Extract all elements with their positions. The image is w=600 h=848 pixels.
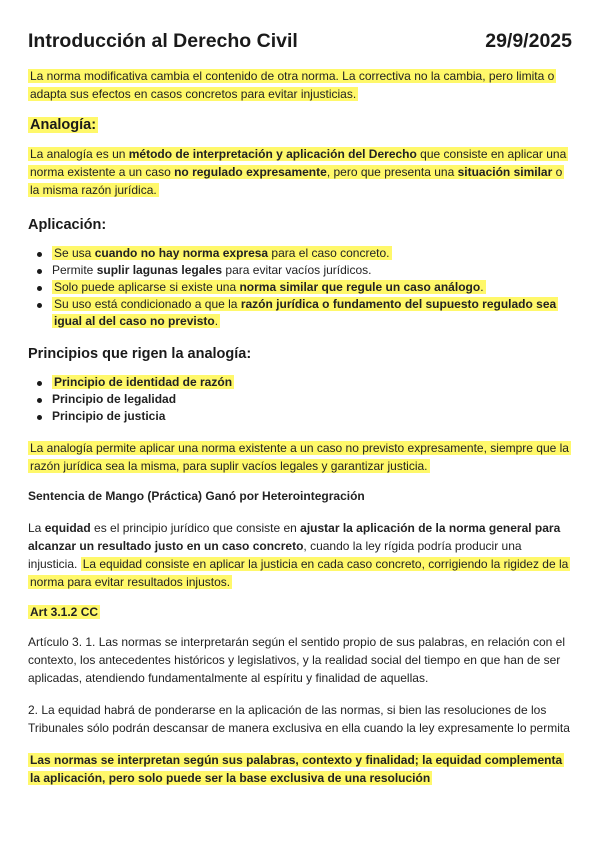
list-item: Principio de identidad de razón bbox=[52, 374, 572, 391]
list-item: Solo puede aplicarse si existe una norma similar que regule un caso análogo. bbox=[52, 279, 572, 296]
intro-paragraph bbox=[28, 67, 572, 103]
list-item: Permite suplir lagunas legales para evitar vacíos jurídicos. bbox=[52, 262, 572, 279]
analogia-heading: Analogía: bbox=[30, 117, 97, 133]
sentencia-title: Sentencia de Mango (Práctica) Ganó por Heterointegración bbox=[28, 489, 365, 503]
principios-list bbox=[28, 374, 572, 425]
articulo-paragraph-1: Artículo 3. 1. Las normas se interpretarán según el sentido propio de sus palabras, en relación con el contexto, los antecedentes históricos y legislativos, y la realidad social del tiempo en que han de ser aplicadas, atendiendo fundamentalmente al espíritu y finalidad de aquellas. bbox=[28, 635, 565, 685]
list-item: Principio de justicia bbox=[52, 408, 572, 425]
analogia-paragraph: La analogía es un método de interpretación y aplicación del Derecho que consiste en aplicar una norma existente a un caso no regulado expresamente, pero que presenta una situación similar o la misma razón jurídica. bbox=[30, 147, 567, 197]
list-item: Se usa cuando no hay norma expresa para el caso concreto. bbox=[52, 245, 572, 262]
art-heading: Art 3.1.2 CC bbox=[30, 605, 99, 619]
articulo-paragraph-2: 2. La equidad habrá de ponderarse en la aplicación de las normas, si bien las resoluciones de los Tribunales sólo podrán descansar de manera exclusiva en ella cuando la ley expresamente lo permita bbox=[28, 703, 570, 735]
list-item: Principio de legalidad bbox=[52, 391, 572, 408]
conclusion-paragraph: Las normas se interpretan según sus palabras, contexto y finalidad; la equidad complementa la aplicación, pero solo puede ser la base exclusiva de una resolución bbox=[30, 753, 563, 785]
intro-text: La norma modificativa cambia el contenido de otra norma. La correctiva no la cambia, pero limita o adapta sus efectos en casos concretos para evitar injusticias. bbox=[30, 69, 555, 101]
resumen-paragraph: La analogía permite aplicar una norma existente a un caso no previsto expresamente, siempre que la razón jurídica sea la misma, para suplir vacíos legales y garantizar justicia. bbox=[30, 441, 569, 473]
document-header bbox=[28, 30, 572, 53]
document-title: Introducción al Derecho Civil bbox=[28, 30, 298, 52]
document-date: 29/9/2025 bbox=[485, 30, 572, 52]
equidad-paragraph: La equidad es el principio jurídico que consiste en ajustar la aplicación de la norma general para alcanzar un resultado justo en un caso concreto, cuando la ley rígida podría producir una injusticia. La equidad consiste en aplicar la justicia en cada caso concreto, corrigiendo la rigidez de la norma para evitar resultados injustos. bbox=[28, 521, 569, 589]
aplicacion-list bbox=[28, 245, 572, 330]
aplicacion-heading: Aplicación: bbox=[28, 217, 107, 233]
list-item: Su uso está condicionado a que la razón jurídica o fundamento del supuesto regulado sea igual al del caso no previsto. bbox=[52, 296, 572, 330]
principios-heading: Principios que rigen la analogía: bbox=[28, 346, 252, 362]
